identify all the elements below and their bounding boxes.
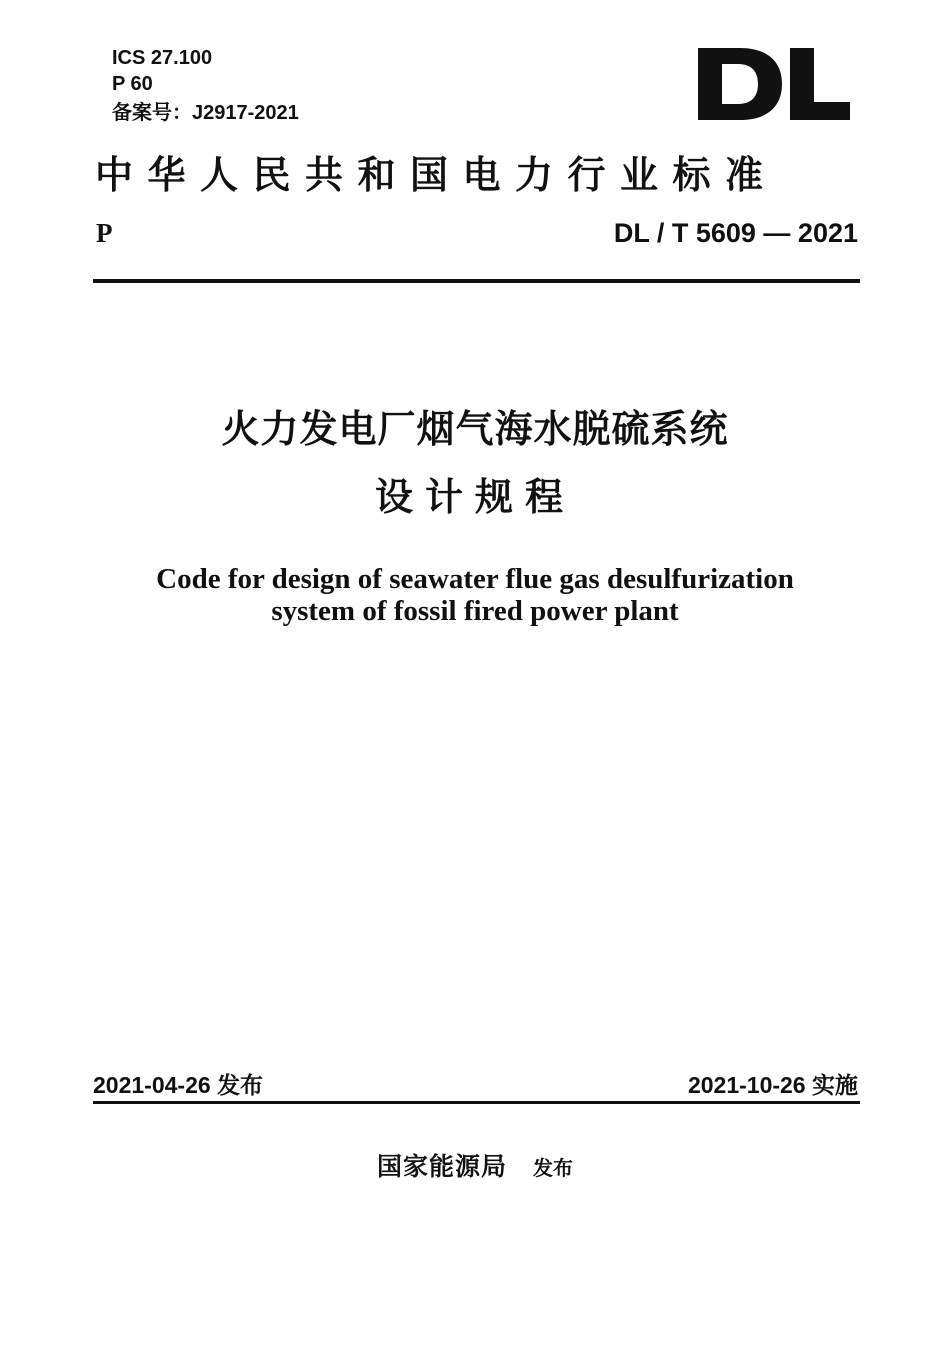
footer-divider — [93, 1101, 860, 1104]
title-chinese-line2: 设计规程 — [374, 475, 575, 519]
issuer-name: 国家能源局 — [376, 1152, 507, 1181]
logo-letter-d — [698, 48, 782, 120]
title-english-line1: Code for design of seawater flue gas desulfurization — [156, 563, 794, 595]
dl-logo — [694, 44, 854, 124]
filing-number-line — [112, 100, 299, 125]
publish-label: 发布 — [217, 1073, 264, 1099]
header-divider — [93, 279, 860, 283]
effective-date-line — [688, 1067, 858, 1100]
filing-label: 备案号： — [112, 100, 192, 124]
issuer-action: 发布 — [533, 1156, 573, 1180]
category-letter: P — [96, 218, 113, 248]
title-english-line2: system of fossil fired power plant — [271, 595, 679, 627]
publish-date: 2021-04-26 — [93, 1072, 211, 1098]
title-chinese-line1: 火力发电厂烟气海水脱硫系统 — [221, 407, 729, 451]
ics-code: ICS 27.100 — [112, 47, 213, 69]
issuer-line — [0, 1147, 950, 1183]
publish-date-line — [93, 1067, 263, 1100]
category-code: P 60 — [112, 73, 153, 95]
filing-number: J2917-2021 — [192, 102, 299, 124]
standard-number: DL / T 5609 — 2021 — [613, 218, 858, 248]
series-title: 中华人民共和国电力行业标准 — [95, 152, 778, 197]
effective-date: 2021-10-26 — [687, 1072, 806, 1098]
logo-letter-l — [790, 48, 850, 120]
effective-label: 实施 — [812, 1073, 858, 1099]
